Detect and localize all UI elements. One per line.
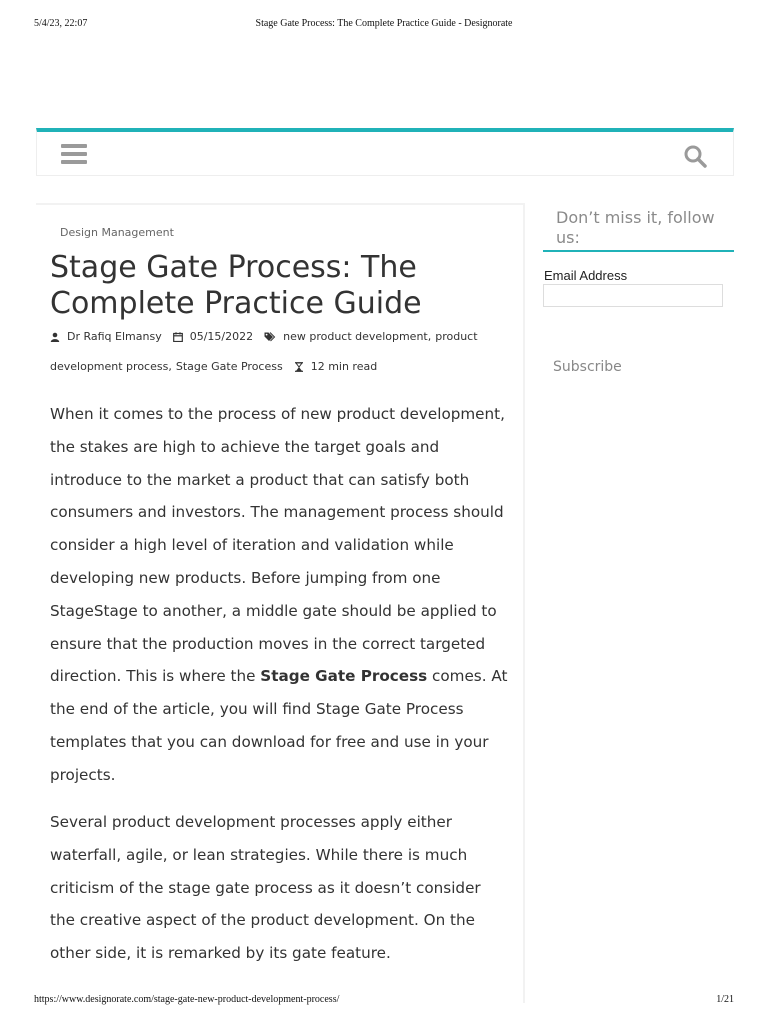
email-label: Email Address xyxy=(544,268,628,283)
tag-link-new-product-development[interactable]: new product development xyxy=(283,330,428,343)
print-page-number: 1/21 xyxy=(716,994,734,1005)
second-paragraph: Several product development processes apply either waterfall, agile, or lean strategies. While there is much criticism of the stage gate process as it doesn’t consider the creative aspect of the product development. On the other side, it is remarked by its gate feature. xyxy=(50,813,481,963)
intro-text-start: When it comes to the process of new product development, the stakes are high to achieve the target goals and introduce to the market a product that can satisfy both consumers and investors. The management process should consider a high level of iteration and validation while developing new products. Before jumping from one StageStage to another, a middle gate should be applied to ensure that the production moves in the correct targeted direction. This is where the xyxy=(50,405,505,686)
hamburger-menu-icon[interactable] xyxy=(61,144,87,166)
intro-paragraph xyxy=(50,398,510,792)
tag-link-stage-gate-process[interactable]: Stage Gate Process xyxy=(175,360,283,373)
calendar-icon xyxy=(173,332,183,342)
print-url: https://www.designorate.com/stage-gate-new-product-development-process/ xyxy=(34,994,340,1005)
user-icon xyxy=(50,332,60,342)
email-field[interactable] xyxy=(543,284,723,307)
follow-widget-title: Don’t miss it, follow us: xyxy=(543,208,734,252)
intro-text-end: comes. At the end of the article, you will find Stage Gate Process templates that you can download for free and use in your projects. xyxy=(50,667,508,784)
read-time: 12 min read xyxy=(310,360,378,373)
stage-gate-bold: Stage Gate Process xyxy=(260,667,428,686)
post-meta: Dr Rafiq Elmansy 05/15/2022 new product development , product xyxy=(50,330,478,343)
tags-icon xyxy=(264,332,276,342)
category-link[interactable]: Design Management xyxy=(60,226,174,239)
article-title: Stage Gate Process: The Complete Practice Guide xyxy=(50,250,422,321)
search-icon[interactable] xyxy=(683,144,707,168)
hourglass-icon xyxy=(294,362,304,372)
print-date: 5/4/23, 22:07 xyxy=(34,18,88,29)
post-meta-continued: development process , Stage Gate Process 12 min read xyxy=(50,360,378,373)
tag-link-product-development-process-cont[interactable]: development process xyxy=(50,360,169,373)
post-date-link[interactable]: 05/15/2022 xyxy=(189,330,254,343)
top-navbar xyxy=(36,128,734,176)
tag-link-product-development-process[interactable]: product xyxy=(435,330,478,343)
author-link[interactable]: Dr Rafiq Elmansy xyxy=(67,330,162,343)
print-page-title: Stage Gate Process: The Complete Practice Guide - Designorate xyxy=(255,18,513,29)
subscribe-button[interactable]: Subscribe xyxy=(543,352,633,382)
